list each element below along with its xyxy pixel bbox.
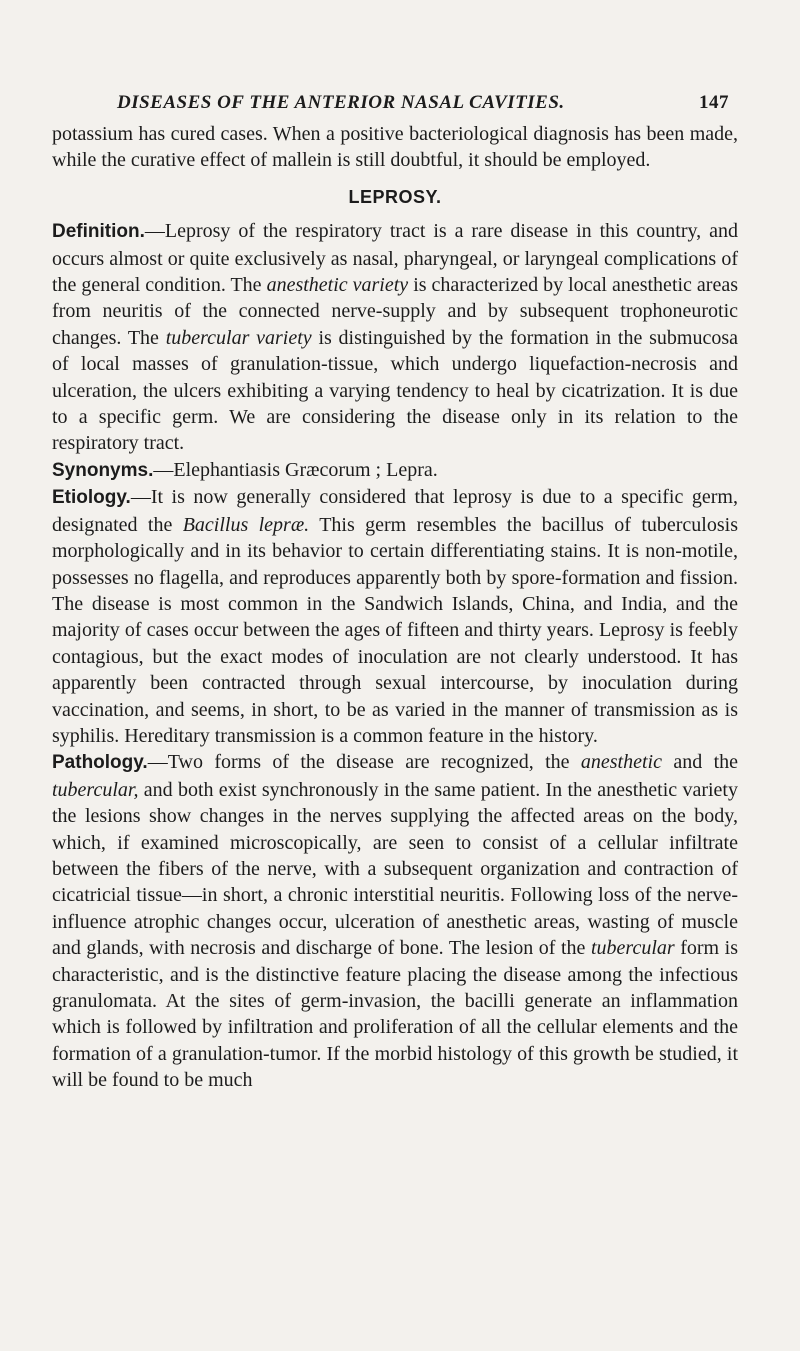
pathology-text-3: and both exist synchronously in the same patient. In the anesthetic variety the lesions show changes in the nerves supplying the affected areas on the body, which, if examined microscopically, are seen to consist of a cellular infiltrate between the fibers of the nerve, with a subsequent organization and contraction of cicatricial tissue—in short, a chronic interstitial neuritis. Following loss of the nerve-influence atrophic changes occur, ulceration of anesthetic areas, wasting of muscle and glands, with necrosis and discharge of bone. The lesion of the — [52, 778, 738, 960]
pathology-text-1: —Two forms of the disease are recognized, the — [147, 751, 581, 774]
definition-text-3: is distinguished by the formation in the submucosa of local masses of granulation-tissue, which undergo liquefaction-necrosis and ulceration, the ulcers exhibiting a varying tendency to heal by cicatrization. It is due to a specific germ. We are considering the disease only in its relation to the respiratory tract. — [52, 326, 739, 455]
pathology-em-tubercular-form: tubercular — [590, 937, 675, 960]
pathology-paragraph — [52, 749, 738, 1093]
etiology-heading: Etiology. — [52, 487, 131, 509]
page-number: 147 — [699, 92, 729, 113]
section-title: LEPROSY. — [348, 186, 442, 207]
synonyms-text: —Elephantiasis Græcorum ; Lepra. — [153, 458, 438, 481]
definition-text-2: is characterized by local anesthetic areas from neuritis of the connected nerve-supply and by subsequent trophoneurotic changes. The — [52, 274, 739, 349]
pathology-text-4: form is characteristic, and is the distinctive feature placing the disease among the infectious granulomata. At the sites of germ-invasion, the bacilli generate an inflammation which is followed by infiltration and proliferation of all the cellular elements and the formation of a granulation-tumor. If the morbid histology of this growth be studied, it will be found to be much — [52, 937, 738, 1092]
synonyms-paragraph — [52, 457, 738, 484]
pathology-em-anesthetic: anesthetic — [580, 751, 662, 774]
definition-paragraph — [52, 218, 738, 457]
etiology-paragraph — [52, 484, 738, 749]
definition-em-tubercular: tubercular variety — [165, 326, 312, 349]
definition-em-anesthetic: anesthetic variety — [266, 274, 409, 297]
etiology-em-bacillus: Bacillus lepræ. — [182, 513, 310, 536]
synonyms-heading: Synonyms. — [52, 459, 154, 481]
definition-text-1: —Leprosy of the respiratory tract is a rare disease in this country, and occurs almost or quite exclusively as nasal, pharyngeal, or laryngeal complications of the general condition. The — [52, 220, 738, 297]
etiology-text-1: —It is now generally considered that leprosy is due to a specific germ, designated the — [52, 486, 738, 536]
running-header — [117, 92, 729, 114]
pathology-heading: Pathology. — [52, 752, 148, 774]
running-title: DISEASES OF THE ANTERIOR NASAL CAVITIES. — [117, 92, 565, 113]
pathology-em-tubercular: tubercular, — [52, 778, 139, 801]
pathology-text-2: and the — [661, 751, 739, 774]
etiology-text-2: This germ resembles the bacillus of tuberculosis morphologically and in its behavior to certain differentiating stains. It is non-motile, possesses no flagella, and reproduces apparently both by spore-formation and fission. The disease is most common in the Sandwich Islands, China, and India, and the majority of cases occur between the ages of fifteen and thirty years. Leprosy is feebly contagious, but the exact modes of inoculation are not clearly understood. It has apparently been contracted through sexual intercourse, by inoculation during vaccination, and seems, in short, to be as varied in the manner of transmission as is syphilis. Hereditary transmission is a common feature in the history. — [52, 513, 738, 747]
definition-heading: Definition. — [52, 221, 145, 243]
intro-paragraph: potassium has cured cases. When a positive bacteriological diagnosis has been made, while the curative effect of mallein is still doubtful, it should be employed. — [52, 123, 738, 172]
page-body — [52, 121, 738, 1094]
